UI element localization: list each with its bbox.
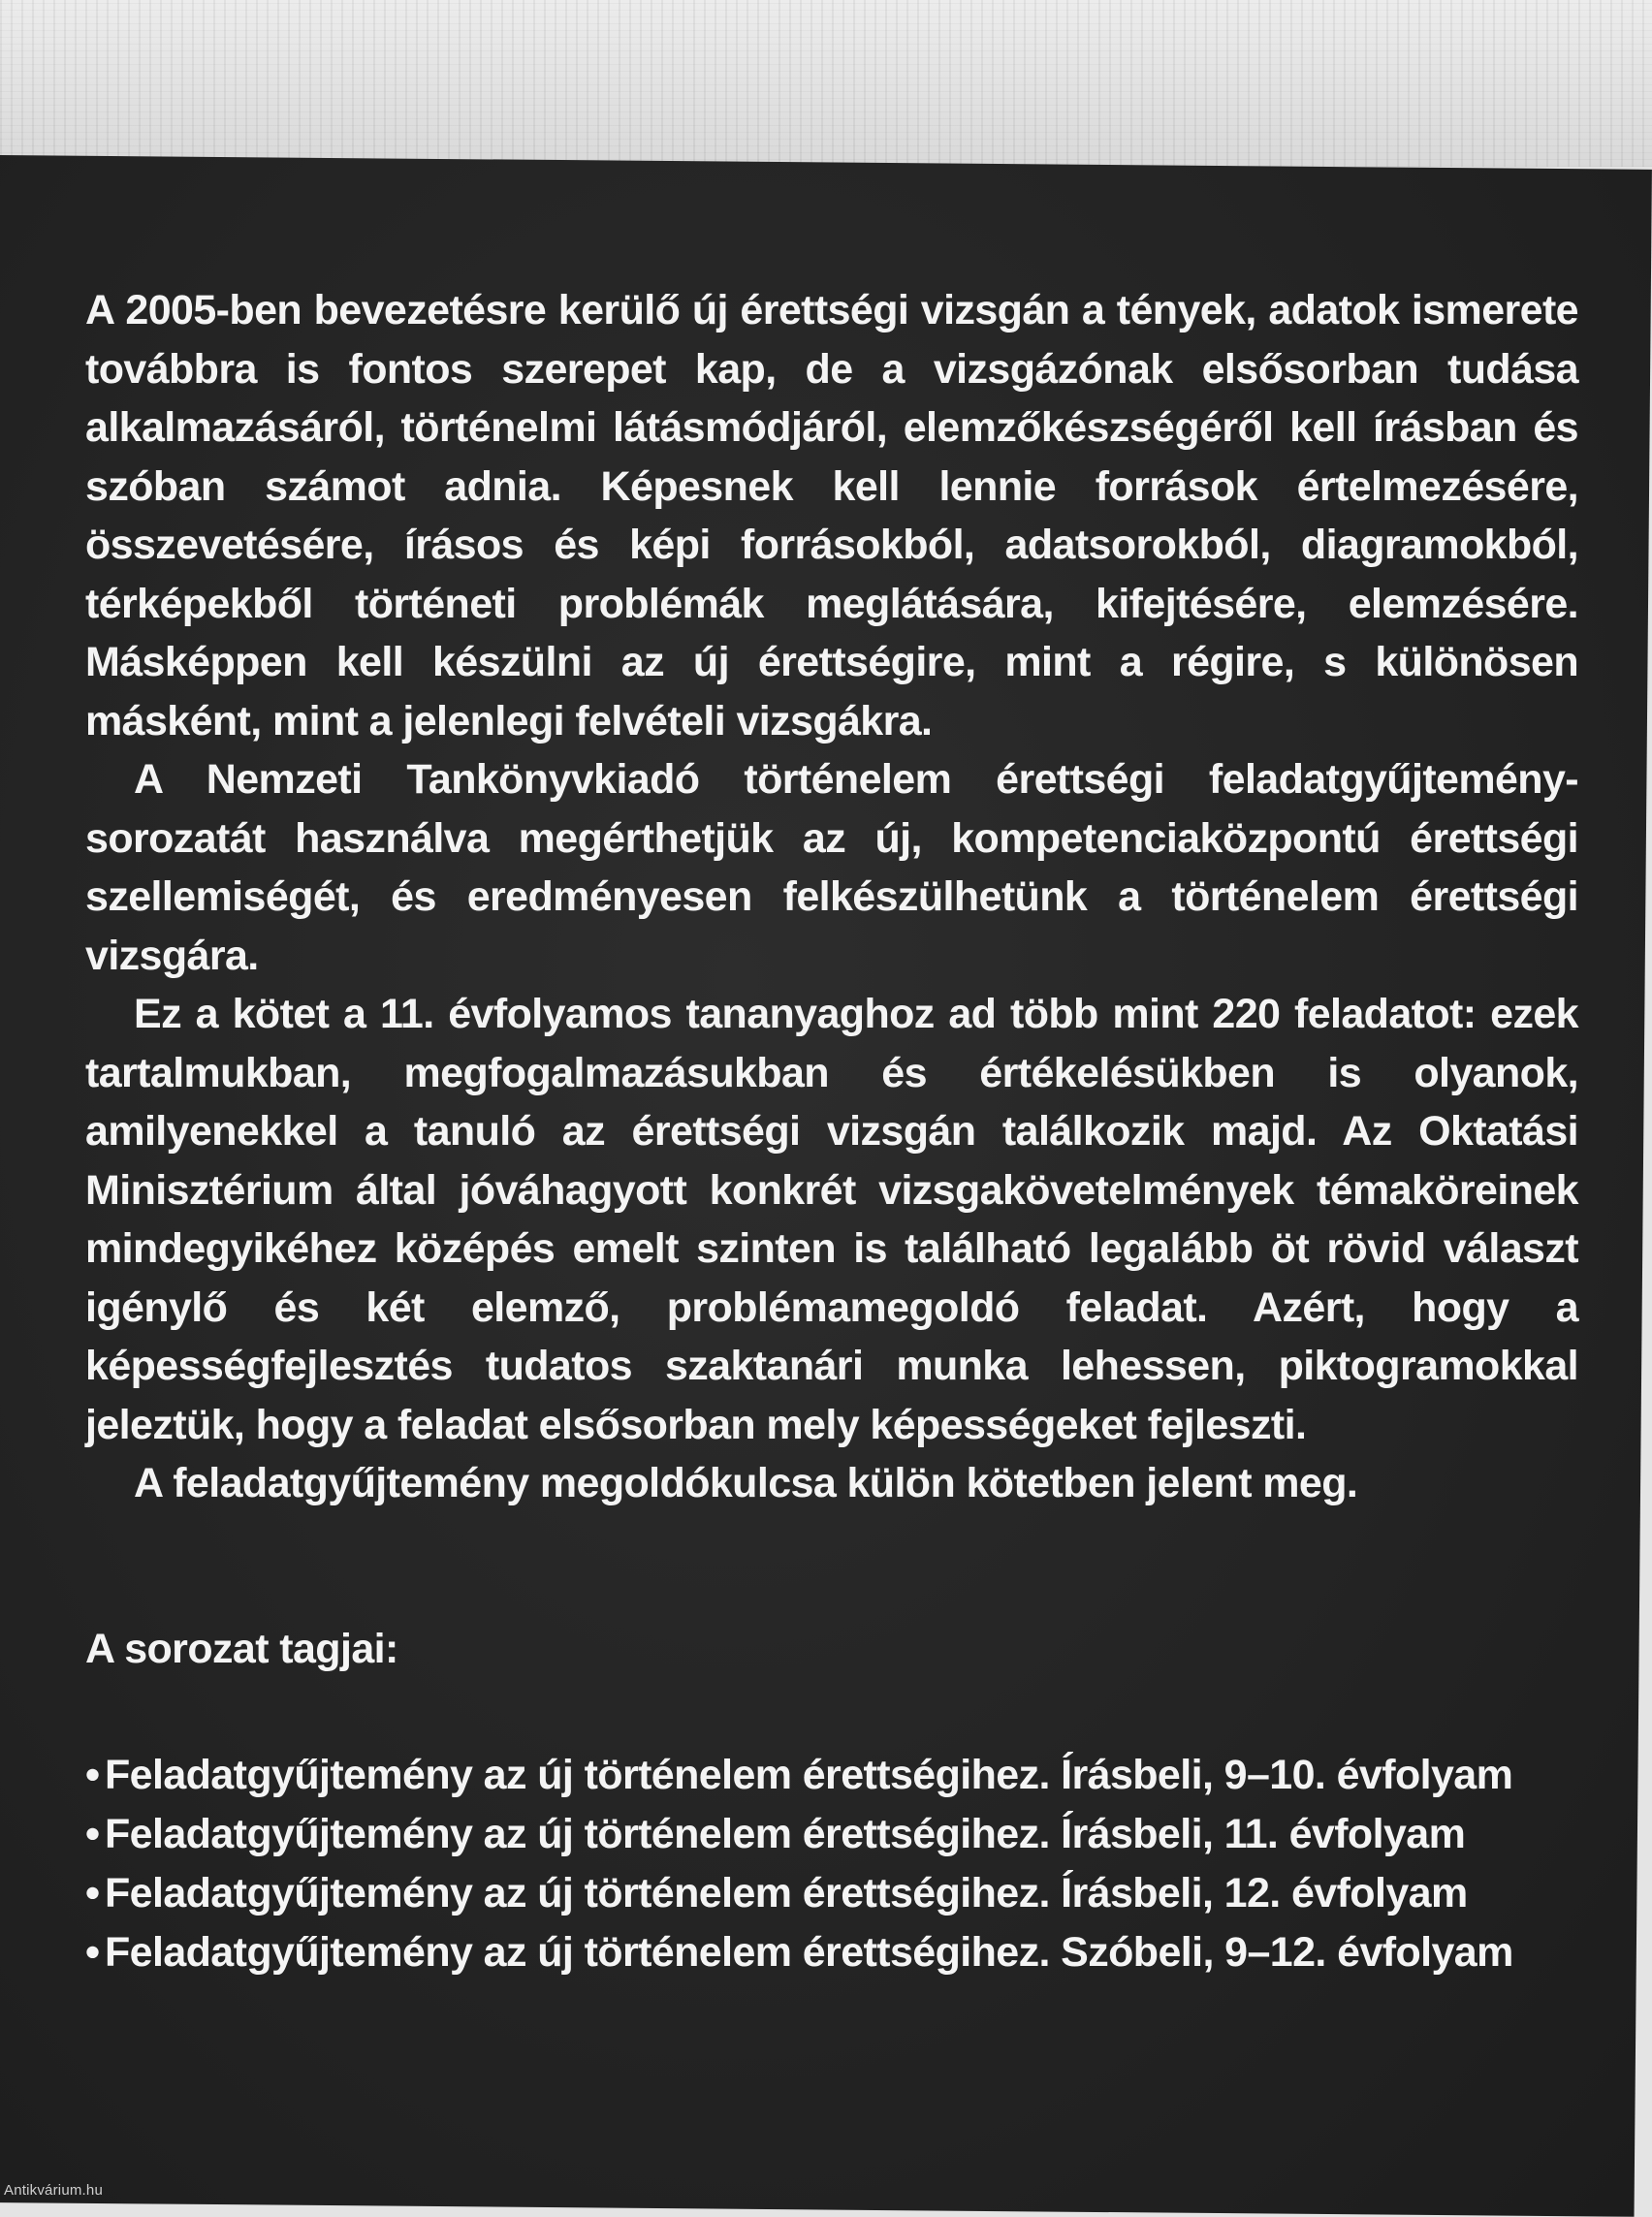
bullet-icon: • bbox=[85, 1811, 100, 1857]
series-list-item bbox=[85, 1923, 1578, 1982]
bullet-icon: • bbox=[85, 1929, 100, 1976]
series-list bbox=[85, 1746, 1578, 1982]
series-list-item bbox=[85, 1805, 1578, 1864]
series-title: A sorozat tagjai: bbox=[85, 1625, 398, 1672]
series-item-text: Feladatgyűjtemény az új történelem érettségihez. Írásbeli, 12. évfolyam bbox=[105, 1870, 1468, 1916]
series-item-text: Feladatgyűjtemény az új történelem érettségihez. Írásbeli, 9–10. évfolyam bbox=[105, 1752, 1513, 1798]
bullet-icon: • bbox=[85, 1870, 100, 1916]
series-paragraph: A Nemzeti Tankönyvkiadó történelem érettségi feladatgyűjtemény-sorozatát használva megérthetjük az új, kompetenciaközpontú érettségi szellemiségét, és eredményesen felkészülhetünk a történelem érettségi vizsgára. bbox=[85, 756, 1578, 979]
volume-paragraph: Ez a kötet a 11. évfolyamos tananyaghoz ad több mint 220 feladatot: ezek tartalmukban, megfogalmazásukban és értékelésükben is olyanok, amilyenekkel a tanuló az érettségi vizsgán találkozik majd. Az Oktatási Minisztérium által jóváhagyott konkrét vizsgakövetelmények témaköreinek mindegyikéhez középés emelt szinten is található legalább öt rövid választ igénylő és két elemző, problémamegoldó feladat. Azért, hogy a képességfejlesztés tudatos szaktanári munka lehessen, piktogramokkal jeleztük, hogy a feladat elsősorban mely képességeket fejleszti. bbox=[85, 991, 1578, 1448]
bullet-icon: • bbox=[85, 1752, 100, 1798]
series-item-text: Feladatgyűjtemény az új történelem érettségihez. Írásbeli, 11. évfolyam bbox=[105, 1811, 1466, 1857]
series-item-text: Feladatgyűjtemény az új történelem érettségihez. Szóbeli, 9–12. évfolyam bbox=[105, 1929, 1513, 1976]
series-list-item bbox=[85, 1746, 1578, 1805]
answer-key-paragraph: A feladatgyűjtemény megoldókulcsa külön kötetben jelent meg. bbox=[134, 1460, 1358, 1506]
series-list-item bbox=[85, 1864, 1578, 1923]
background-surface bbox=[0, 0, 1652, 167]
intro-paragraph: A 2005-ben bevezetésre kerülő új érettségi vizsgán a tények, adatok ismerete továbbra is fontos szerepet kap, de a vizsgázónak elsősorban tudása alkalmazásáról, történelmi látásmódjáról, elemzőkészségéről kell írásban és szóban számot adnia. Képesnek kell lennie források értelmezésére, összevetésére, írásos és képi forrásokból, adatsorokból, diagramokból, térképekből történeti problémák meglátására, kifejtésére, elemzésére. Másképpen kell készülni az új érettségire, mint a régire, s különösen másként, mint a jelenlegi felvételi vizsgákra. bbox=[85, 287, 1578, 744]
watermark-text: Antikvárium.hu bbox=[4, 2182, 104, 2199]
cover-text-block bbox=[85, 281, 1578, 1982]
